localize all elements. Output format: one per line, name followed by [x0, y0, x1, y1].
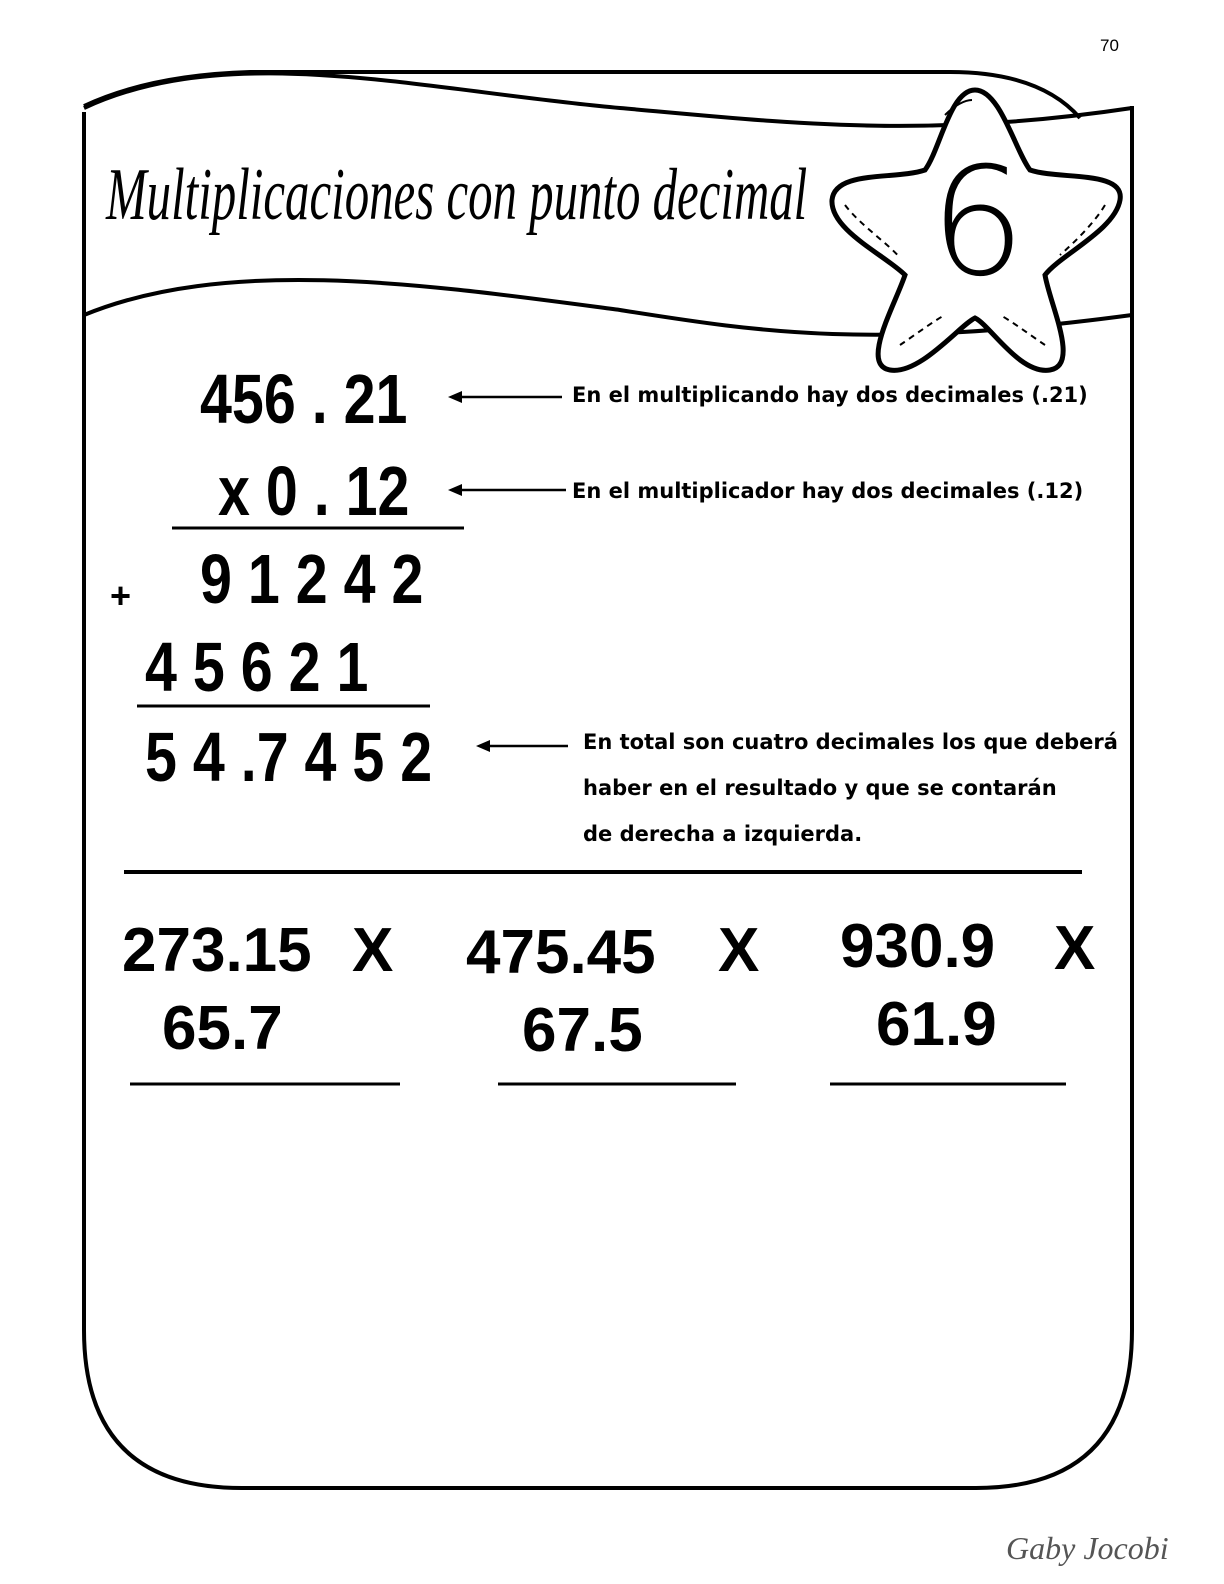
arrow-left-icon	[448, 484, 566, 496]
note-total-line-1: En total son cuatro decimales los que deberá	[583, 730, 1118, 754]
author-signature: Gaby Jocobi	[1006, 1530, 1169, 1566]
arrow-left-icon	[476, 740, 568, 752]
exercise-2-bottom: 67.5	[522, 996, 643, 1065]
exercise-3-top: 930.9	[840, 912, 996, 981]
note-total-line-3: de derecha a izquierda.	[583, 822, 863, 846]
note-total-line-2: haber en el resultado y que se contarán	[583, 776, 1057, 800]
page-number: 70	[1100, 36, 1119, 55]
exercise-1-top: 273.15	[122, 916, 312, 985]
example-result: 5 4 .7 4 5 2	[145, 718, 433, 796]
exercise-1-operator: X	[352, 916, 394, 985]
example-partial-product-2: 4 5 6 2 1	[145, 628, 369, 706]
example-partial-product-1: 9 1 2 4 2	[200, 540, 424, 618]
exercise-3-operator: X	[1054, 914, 1096, 983]
note-multiplicand: En el multiplicando hay dos decimales (.21)	[572, 383, 1088, 407]
badge-number: 6	[930, 136, 1026, 310]
note-multiplier: En el multiplicador hay dos decimales (.12)	[572, 479, 1084, 503]
exercise-1-bottom: 65.7	[162, 994, 283, 1063]
plus-sign: +	[110, 575, 132, 616]
exercise-2-operator: X	[718, 916, 760, 985]
arrow-left-icon	[448, 391, 562, 403]
exercise-2-top: 475.45	[466, 918, 656, 987]
top-arch	[84, 72, 1080, 118]
exercise-3-bottom: 61.9	[876, 990, 997, 1059]
example-multiplicand: 456 . 21	[200, 360, 408, 438]
page-title: Multiplicaciones con punto decimal	[106, 154, 808, 236]
example-multiplier: x 0 . 12	[218, 452, 410, 530]
